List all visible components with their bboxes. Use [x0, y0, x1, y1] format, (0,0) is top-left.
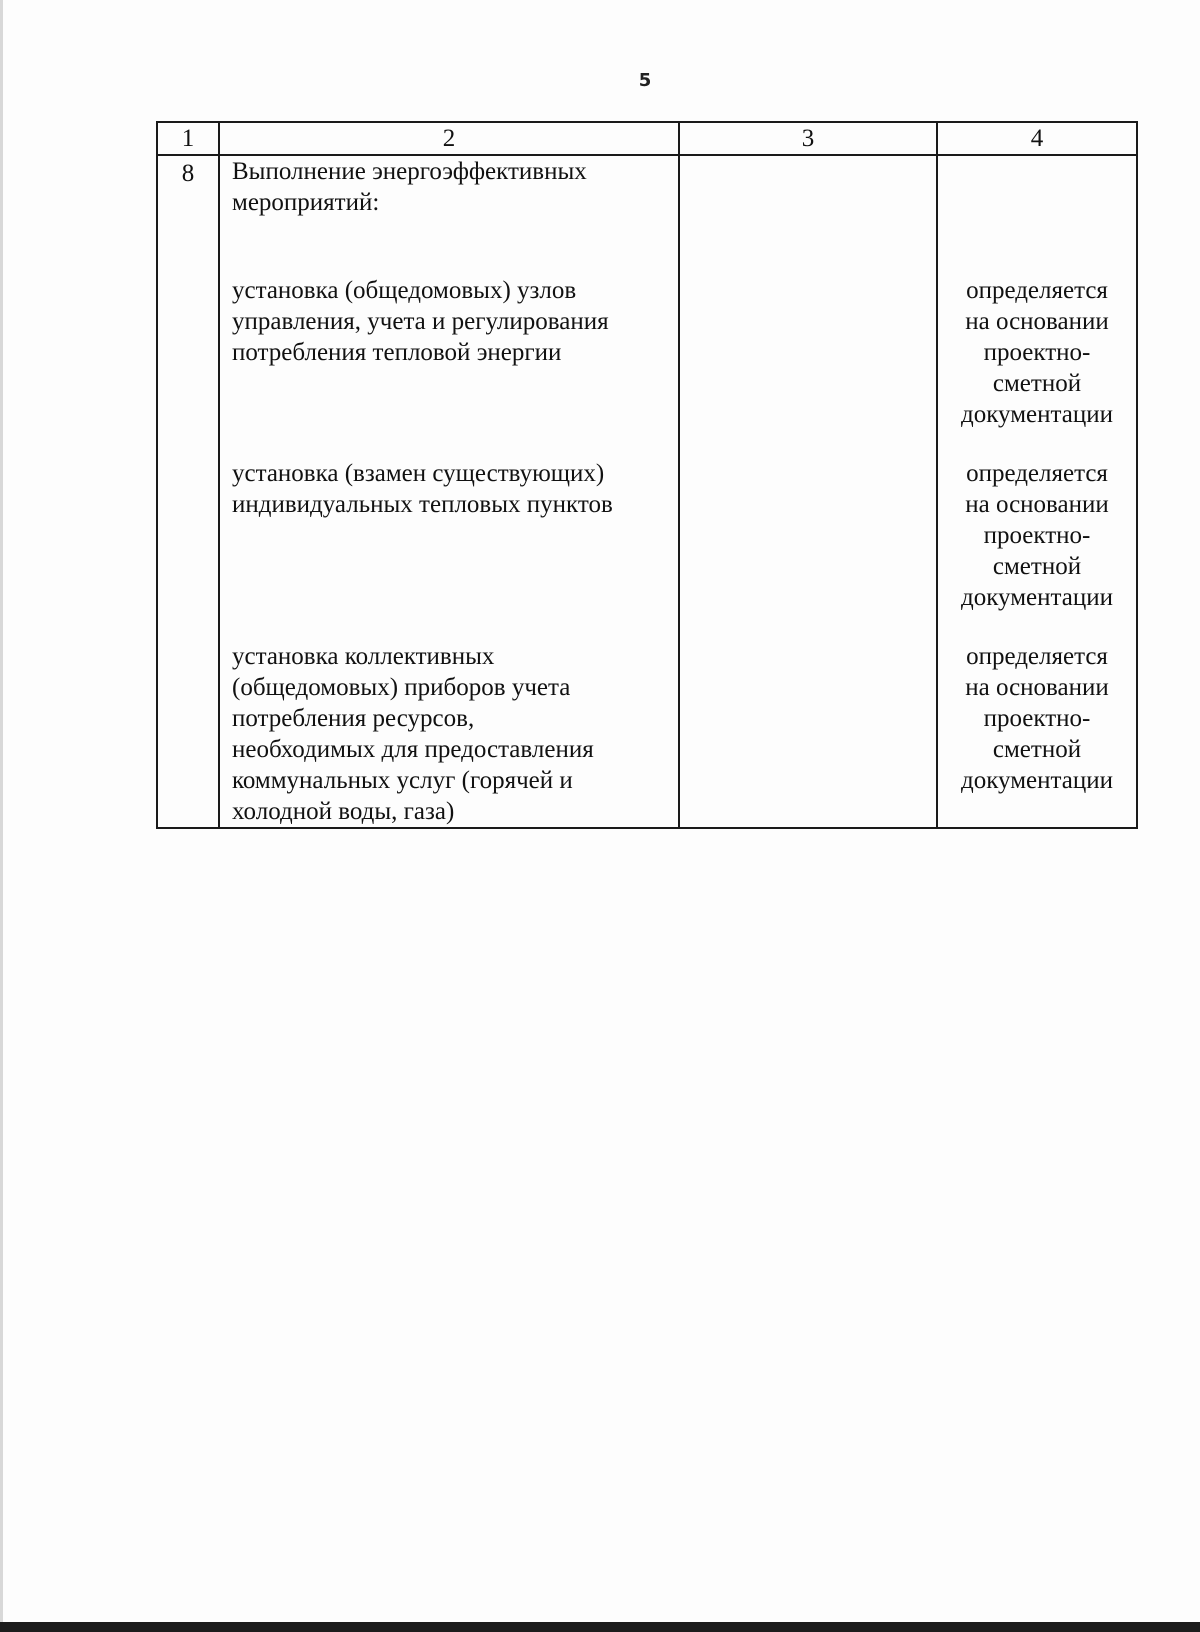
page-number: 5 [638, 70, 652, 91]
column-4-cell [937, 155, 1137, 828]
header-cell-2: 2 [219, 122, 679, 155]
table-row [157, 155, 1137, 828]
measures-table [156, 121, 1138, 829]
item-3-description: установка коллективных (общедомовых) приборов учета потребления ресурсов, необходимых для предоставления коммунальных услуг (горячей и холодной воды, газа) [232, 643, 594, 825]
row-title: Выполнение энергоэффективных мероприятий: [232, 158, 587, 216]
item-2-note: определяется на основании проектно- сметной документации [961, 460, 1113, 611]
description-cell [219, 155, 679, 828]
column-3-cell [679, 155, 937, 828]
header-cell-1: 1 [157, 122, 219, 155]
scan-bottom-border [0, 1622, 1200, 1632]
item-2-description: установка (взамен существующих) индивидуальных тепловых пунктов [232, 460, 613, 518]
header-cell-3: 3 [679, 122, 937, 155]
table-header-row [157, 122, 1137, 155]
row-number: 8 [157, 155, 219, 828]
item-1-description: установка (общедомовых) узлов управления, учета и регулирования потребления тепловой энергии [232, 277, 609, 366]
scan-edge [0, 0, 3, 1632]
header-cell-4: 4 [937, 122, 1137, 155]
item-3-note: определяется на основании проектно- сметной документации [961, 643, 1113, 794]
item-1-note: определяется на основании проектно- сметной документации [961, 277, 1113, 428]
